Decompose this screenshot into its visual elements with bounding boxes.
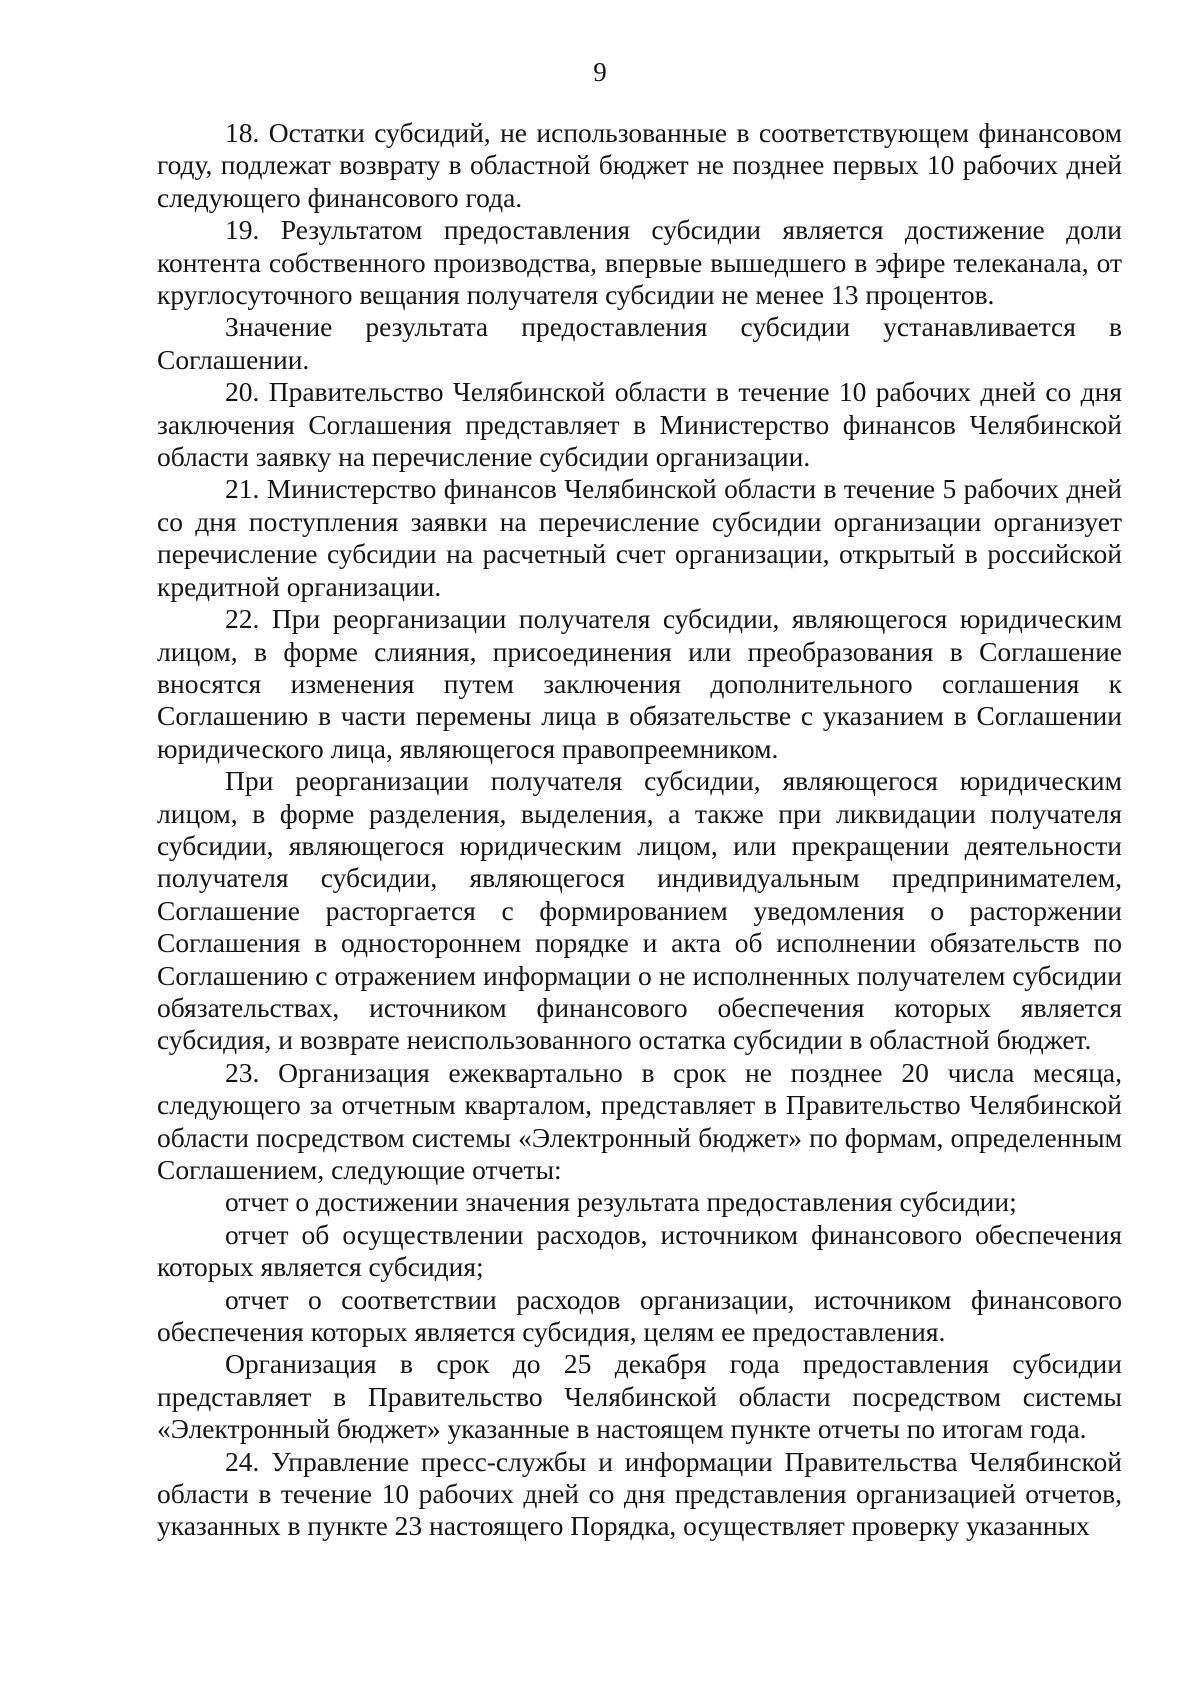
- page-number: 9: [593, 57, 607, 87]
- report-item-expenses: отчет об осуществлении расходов, источником финансового обеспечения которых является субсидия;: [157, 1218, 1122, 1283]
- paragraph-22-reorganization: При реорганизации получателя субсидии, являющегося юридическим лицом, в форме разделения, выделения, а также при ликвидации получателя субсидии, являющегося юридическим лицом, или прекращении деятельности получателя субсидии, являющегося индивидуальным предпринимателем, Соглашение расторгается с формированием уведомления о расторжении Соглашения в одностороннем порядке и акта об исполнении обязательств по Соглашению с отражением информации о не исполненных получателем субсидии обязательствах, источником финансового обеспечения которых является субсидия, и возврате неиспользованного остатка субсидии в областной бюджет.: [157, 765, 1122, 1056]
- paragraph-23-annual: Организация в срок до 25 декабря года предоставления субсидии представляет в Правительство Челябинской области посредством системы «Электронный бюджет» указанные в настоящем пункте отчеты по итогам года.: [157, 1348, 1122, 1445]
- paragraph-18: 18. Остатки субсидий, не использованные в соответствующем финансовом году, подлежат возврату в областной бюджет не позднее первых 10 рабочих дней следующего финансового года.: [157, 117, 1122, 213]
- report-item-result: отчет о достижении значения результата предоставления субсидии;: [225, 1186, 1017, 1218]
- paragraph-19: 19. Результатом предоставления субсидии является достижение доли контента собственного производства, впервые вышедшего в эфире телеканала, от круглосуточного вещания получателя субсидии не менее 13 процентов.: [157, 214, 1122, 311]
- paragraph-21: 21. Министерство финансов Челябинской области в течение 5 рабочих дней со дня поступления заявки на перечисление субсидии организации организует перечисление субсидии на расчетный счет организации, открытый в российской кредитной организации.: [157, 473, 1122, 602]
- paragraph-22: 22. При реорганизации получателя субсидии, являющегося юридическим лицом, в форме слияния, присоединения или преобразования в Соглашение вносятся изменения путем заключения дополнительного соглашения к Соглашению в части перемены лица в обязательстве с указанием в Соглашении юридического лица, являющегося правопреемником.: [157, 603, 1122, 764]
- paragraph-20: 20. Правительство Челябинской области в течение 10 рабочих дней со дня заключения Соглашения представляет в Министерство финансов Челябинской области заявку на перечисление субсидии организации.: [157, 376, 1122, 473]
- report-item-compliance: отчет о соответствии расходов организации, источником финансового обеспечения которых является субсидия, целям ее предоставления.: [157, 1283, 1122, 1348]
- document-body: [157, 117, 1122, 1543]
- paragraph-19-value: Значение результата предоставления субсидии устанавливается в Соглашении.: [157, 311, 1122, 375]
- paragraph-24: 24. Управление пресс-службы и информации Правительства Челябинской области в течение 10 рабочих дней со дня представления организацией отчетов, указанных в пункте 23 настоящего Порядка, осуществляет проверку указанных: [157, 1445, 1122, 1542]
- paragraph-23: 23. Организация ежеквартально в срок не позднее 20 числа месяца, следующего за отчетным кварталом, представляет в Правительство Челябинской области посредством системы «Электронный бюджет» по формам, определенным Соглашением, следующие отчеты:: [157, 1056, 1122, 1185]
